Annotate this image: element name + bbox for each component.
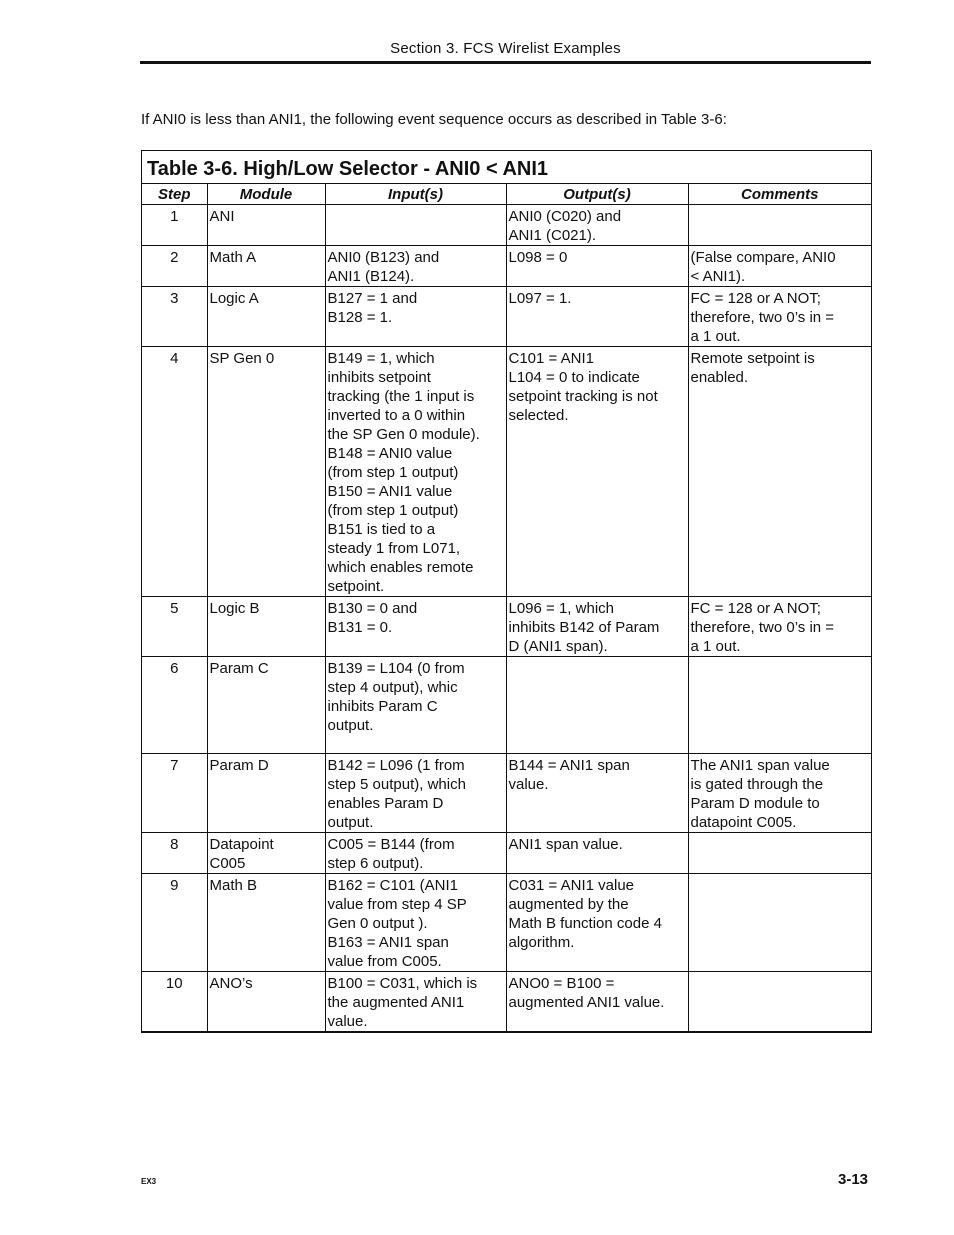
table-row (142, 205, 871, 246)
event-sequence-table (142, 184, 871, 1031)
step-cell: 3 (142, 287, 207, 347)
comments-cell (688, 874, 871, 972)
step-cell: 7 (142, 754, 207, 833)
step-cell: 10 (142, 972, 207, 1032)
comments-cell (688, 205, 871, 246)
column-header-outputs: Output(s) (506, 184, 688, 205)
table-row (142, 972, 871, 1032)
step-cell: 1 (142, 205, 207, 246)
comments-cell: (False compare, ANI0 < ANI1). (688, 246, 871, 287)
inputs-cell: B130 = 0 and B131 = 0. (325, 597, 506, 657)
outputs-cell: B144 = ANI1 span value. (506, 754, 688, 833)
step-cell: 6 (142, 657, 207, 754)
module-cell: Logic A (207, 287, 325, 347)
outputs-cell: ANO0 = B100 = augmented ANI1 value. (506, 972, 688, 1032)
comments-cell (688, 833, 871, 874)
inputs-cell: C005 = B144 (from step 6 output). (325, 833, 506, 874)
module-cell: Param C (207, 657, 325, 754)
comments-cell: FC = 128 or A NOT; therefore, two 0’s in = a 1 out. (688, 287, 871, 347)
outputs-cell: L096 = 1, which inhibits B142 of Param D (ANI1 span). (506, 597, 688, 657)
column-header-comments: Comments (688, 184, 871, 205)
comments-cell (688, 657, 871, 754)
column-header-inputs: Input(s) (325, 184, 506, 205)
module-cell: ANI (207, 205, 325, 246)
module-cell: ANO’s (207, 972, 325, 1032)
inputs-cell: B142 = L096 (1 from step 5 output), which enables Param D output. (325, 754, 506, 833)
table-row (142, 347, 871, 597)
module-cell: Math B (207, 874, 325, 972)
inputs-cell: B149 = 1, which inhibits setpoint tracking (the 1 input is inverted to a 0 within the SP Gen 0 module). B148 = ANI0 value (from step 1 output) B150 = ANI1 value (from step 1 output) B151 is tied to a steady 1 from L071, which enables remote setpoint. (325, 347, 506, 597)
outputs-cell: L097 = 1. (506, 287, 688, 347)
step-cell: 4 (142, 347, 207, 597)
outputs-cell: C101 = ANI1 L104 = 0 to indicate setpoint tracking is not selected. (506, 347, 688, 597)
page-header-title: Section 3. FCS Wirelist Examples (390, 40, 621, 57)
header-rule (140, 61, 871, 64)
comments-cell: FC = 128 or A NOT; therefore, two 0’s in = a 1 out. (688, 597, 871, 657)
table-row (142, 874, 871, 972)
inputs-cell: ANI0 (B123) and ANI1 (B124). (325, 246, 506, 287)
inputs-cell: B127 = 1 and B128 = 1. (325, 287, 506, 347)
step-cell: 5 (142, 597, 207, 657)
module-cell: Math A (207, 246, 325, 287)
outputs-cell: ANI0 (C020) and ANI1 (C021). (506, 205, 688, 246)
table-header-row (142, 184, 871, 205)
page-number: 3-13 (838, 1171, 869, 1188)
step-cell: 2 (142, 246, 207, 287)
outputs-cell (506, 657, 688, 754)
table-row (142, 833, 871, 874)
inputs-cell: B139 = L104 (0 from step 4 output), whic inhibits Param C output. (325, 657, 506, 754)
comments-cell: Remote setpoint is enabled. (688, 347, 871, 597)
column-header-module: Module (207, 184, 325, 205)
table-row (142, 246, 871, 287)
intro-paragraph: If ANI0 is less than ANI1, the following event sequence occurs as described in Table 3-6: (141, 111, 727, 128)
module-cell: Param D (207, 754, 325, 833)
column-header-step: Step (142, 184, 207, 205)
comments-cell (688, 972, 871, 1032)
outputs-cell: ANI1 span value. (506, 833, 688, 874)
comments-cell: The ANI1 span value is gated through the Param D module to datapoint C005. (688, 754, 871, 833)
module-cell: Logic B (207, 597, 325, 657)
inputs-cell: B100 = C031, which is the augmented ANI1 value. (325, 972, 506, 1032)
table-3-6 (141, 150, 872, 1033)
table-row (142, 287, 871, 347)
table-row (142, 657, 871, 754)
module-cell: Datapoint C005 (207, 833, 325, 874)
inputs-cell (325, 205, 506, 246)
module-cell: SP Gen 0 (207, 347, 325, 597)
inputs-cell: B162 = C101 (ANI1 value from step 4 SP Gen 0 output ). B163 = ANI1 span value from C005. (325, 874, 506, 972)
outputs-cell: C031 = ANI1 value augmented by the Math B function code 4 algorithm. (506, 874, 688, 972)
table-row (142, 754, 871, 833)
step-cell: 8 (142, 833, 207, 874)
footer-doc-code: EX3 (141, 1177, 157, 1186)
table-row (142, 597, 871, 657)
step-cell: 9 (142, 874, 207, 972)
outputs-cell: L098 = 0 (506, 246, 688, 287)
table-title: Table 3-6. High/Low Selector - ANI0 < ANI1 (142, 151, 871, 184)
